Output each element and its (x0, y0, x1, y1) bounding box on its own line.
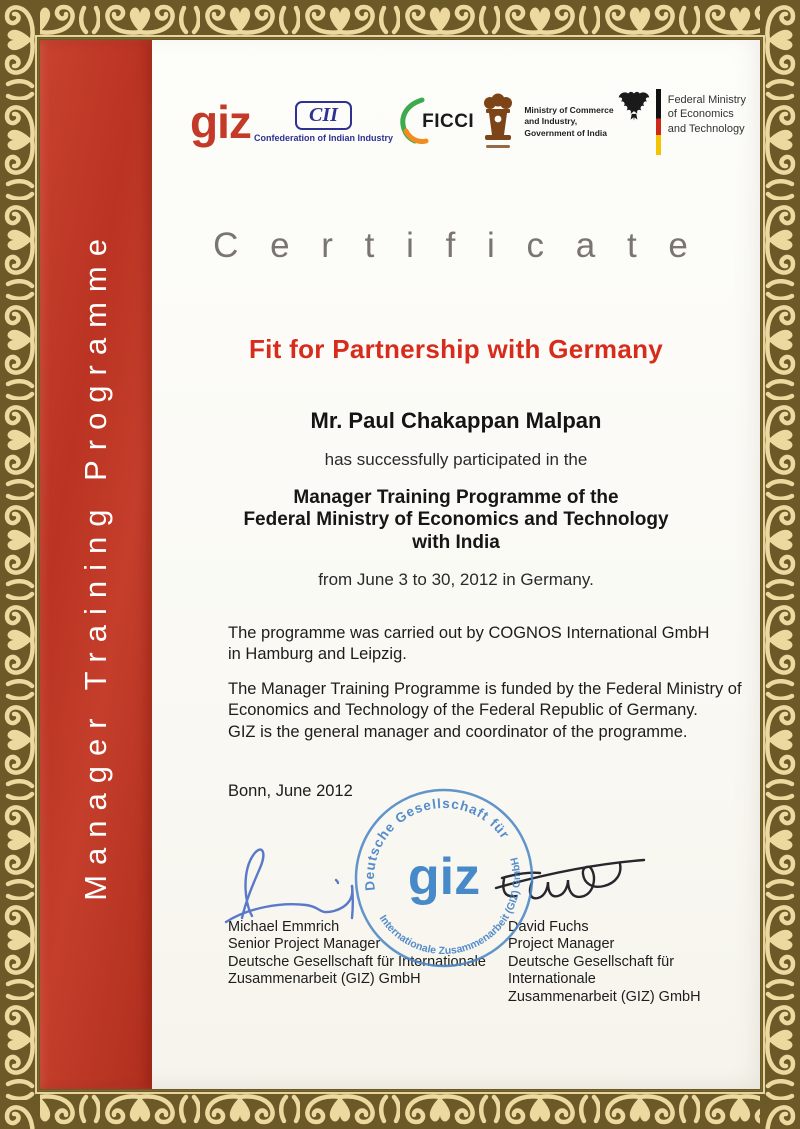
signer-left-org-2: Zusammenarbeit (GIZ) GmbH (228, 971, 421, 988)
certificate-title: C e r t i f i c a t e (213, 226, 699, 265)
commerce-line-3: Government of India (524, 127, 607, 138)
cii-logo (254, 101, 393, 143)
programme-dates: from June 3 to 30, 2012 in Germany. (318, 570, 594, 589)
commerce-ministry-text (524, 105, 613, 139)
para1-line-1: The programme was carried out by COGNOS International GmbH (228, 624, 710, 642)
frame-ornament-right (760, 0, 800, 1129)
certificate-body (40, 40, 760, 1089)
ficci-logo-text: FICCI (422, 111, 475, 132)
logo-row (190, 84, 746, 160)
place-and-date: Bonn, June 2012 (228, 782, 353, 800)
para1-line-2: in Hamburg and Leipzig. (228, 645, 407, 664)
programme-title-line-1: Manager Training Programme of the (293, 487, 619, 508)
programme-title-line-3: with India (412, 531, 500, 553)
cii-logo-abbr: CII (295, 101, 352, 130)
giz-logo-text: giz (190, 96, 251, 148)
federal-line-1: Federal Ministry (667, 94, 746, 106)
frame-ornament-left (0, 0, 40, 1129)
signer-left-role: Senior Project Manager (228, 936, 381, 953)
recipient-name: Mr. Paul Chakappan Malpan (310, 408, 602, 433)
federal-ministry-text (668, 89, 746, 136)
commerce-line-1: Ministry of Commerce (524, 104, 614, 115)
signer-left-name: Michael Emmrich (228, 919, 340, 935)
signer-right-org-1: Deutsche Gesellschaft für Internationale (508, 953, 675, 988)
signer-right-block (508, 919, 760, 1006)
programme-title (152, 487, 760, 554)
stamp-giz-text: giz (407, 848, 481, 906)
red-banner (40, 40, 152, 1089)
frame-ornament-top (0, 0, 800, 40)
para2-line-3: GIZ is the general manager and coordinator of the programme. (228, 722, 688, 741)
giz-logo (190, 96, 251, 148)
participation-text: has successfully participated in the (324, 450, 588, 469)
programme-headline: Fit for Partnership with Germany (248, 334, 664, 364)
cii-logo-caption: Confederation of Indian Industry (254, 133, 393, 143)
para2-line-1: The Manager Training Programme is funded by the Federal Ministry of (228, 680, 742, 698)
federal-line-3: and Technology (667, 122, 745, 135)
federal-ministry-logo (617, 89, 746, 155)
para2-line-2: Economics and Technology of the Federal Republic of Germany. (228, 701, 698, 720)
german-eagle-icon (617, 89, 651, 123)
paragraph-carried-out (228, 623, 709, 666)
commerce-line-2: and Industry, (524, 116, 578, 127)
signer-left-org-1: Deutsche Gesellschaft für Internationale (228, 953, 486, 970)
stamp-bottom-arc-text: Internationale Zusammenarbeit (GIZ) GmbH (376, 856, 524, 958)
federal-line-2: of Economics (667, 108, 734, 121)
commerce-ministry-logo (477, 91, 613, 153)
signer-right-name: David Fuchs (508, 919, 589, 935)
giz-stamp (348, 782, 540, 974)
frame-ornament-bottom (0, 1089, 800, 1129)
banner-vertical-text: Manager Training Programme (78, 228, 113, 901)
ficci-logo (396, 97, 474, 147)
stamp-top-arc-text: Deutsche Gesellschaft für (361, 795, 513, 892)
german-flag-stripe (656, 89, 661, 155)
ashoka-emblem-icon (477, 91, 519, 153)
signer-right-org-2: Zusammenarbeit (GIZ) GmbH (508, 988, 701, 1005)
signer-right-role: Project Manager (508, 936, 615, 953)
programme-title-line-2: Federal Ministry of Economics and Technology (243, 509, 669, 531)
paragraph-funding (228, 679, 742, 743)
